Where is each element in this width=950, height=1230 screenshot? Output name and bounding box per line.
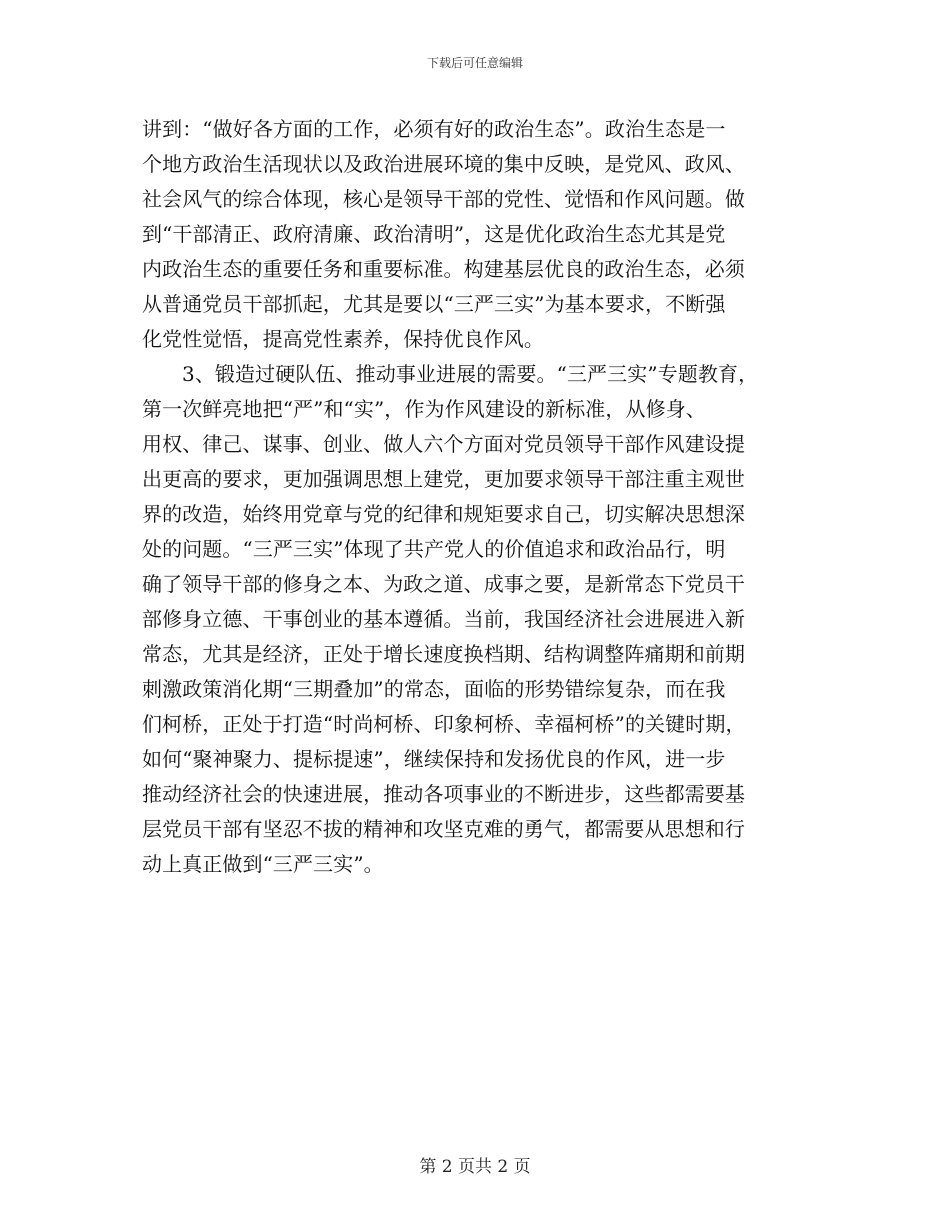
page-footer — [0, 1156, 950, 1178]
text-line: 推动经济社会的快速进展，推动各项事业的不断进步，这些都需要基 — [142, 782, 745, 806]
text-line: 社会风气的综合体现，核心是领导干部的党性、觉悟和作风问题。做 — [142, 187, 745, 211]
text-line: 化党性觉悟，提高党性素养，保持优良作风。 — [142, 327, 544, 351]
text-line: 常态，尤其是经济，正处于增长速度换档期、结构调整阵痛期和前期 — [142, 642, 745, 666]
text-line: 第一次鲜亮地把“严”和“实”，作为作风建设的新标准，从修身、 — [142, 397, 706, 421]
text-line: 们柯桥，正处于打造“时尚柯桥、印象柯桥、幸福柯桥”的关键时期， — [142, 712, 746, 736]
text-line: 3、锻造过硬队伍、推动事业进展的需要。“三严三实”专题教育， — [182, 362, 759, 386]
paragraph — [142, 357, 812, 882]
text-line: 处的问题。“三严三实”体现了共产党人的价值追求和政治品行，明 — [142, 537, 726, 561]
text-line: 确了领导干部的修身之本、为政之道、成事之要，是新常态下党员干 — [142, 572, 745, 596]
text-line: 到“干部清正、政府清廉、政治清明”，这是优化政治生态尤其是党 — [142, 222, 726, 246]
paragraph — [142, 112, 812, 357]
text-line: 动上真正做到“三严三实”。 — [142, 852, 384, 876]
header-note: 下载后可任意编辑 — [426, 56, 523, 70]
text-line: 从普通党员干部抓起，尤其是要以“三严三实”为基本要求，不断强 — [142, 292, 726, 316]
text-line: 如何“聚神聚力、提标提速”，继续保持和发扬优良的作风，进一步 — [142, 747, 726, 771]
text-line: 个地方政治生活现状以及政治进展环境的集中反映，是党风、政风、 — [142, 152, 745, 176]
text-line: 讲到：“做好各方面的工作，必须有好的政治生态”。政治生态是一 — [142, 117, 726, 141]
text-line: 界的改造，始终用党章与党的纪律和规矩要求自己，切实解决思想深 — [142, 502, 745, 526]
text-line: 用权、律己、谋事、创业、做人六个方面对党员领导干部作风建设提 — [142, 432, 745, 456]
text-line: 出更高的要求，更加强调思想上建党，更加要求领导干部注重主观世 — [142, 467, 745, 491]
text-line: 部修身立德、干事创业的基本遵循。当前，我国经济社会进展进入新 — [142, 607, 745, 631]
page-number: 第 2 页共 2 页 — [419, 1157, 531, 1177]
page-header — [0, 55, 950, 71]
text-line: 刺激政策消化期“三期叠加”的常态，面临的形势错综复杂，而在我 — [142, 677, 726, 701]
text-line: 内政治生态的重要任务和重要标准。构建基层优良的政治生态，必须 — [142, 257, 745, 281]
text-line: 层党员干部有坚忍不拔的精神和攻坚克难的勇气，都需要从思想和行 — [142, 817, 745, 841]
document-body — [142, 112, 812, 882]
